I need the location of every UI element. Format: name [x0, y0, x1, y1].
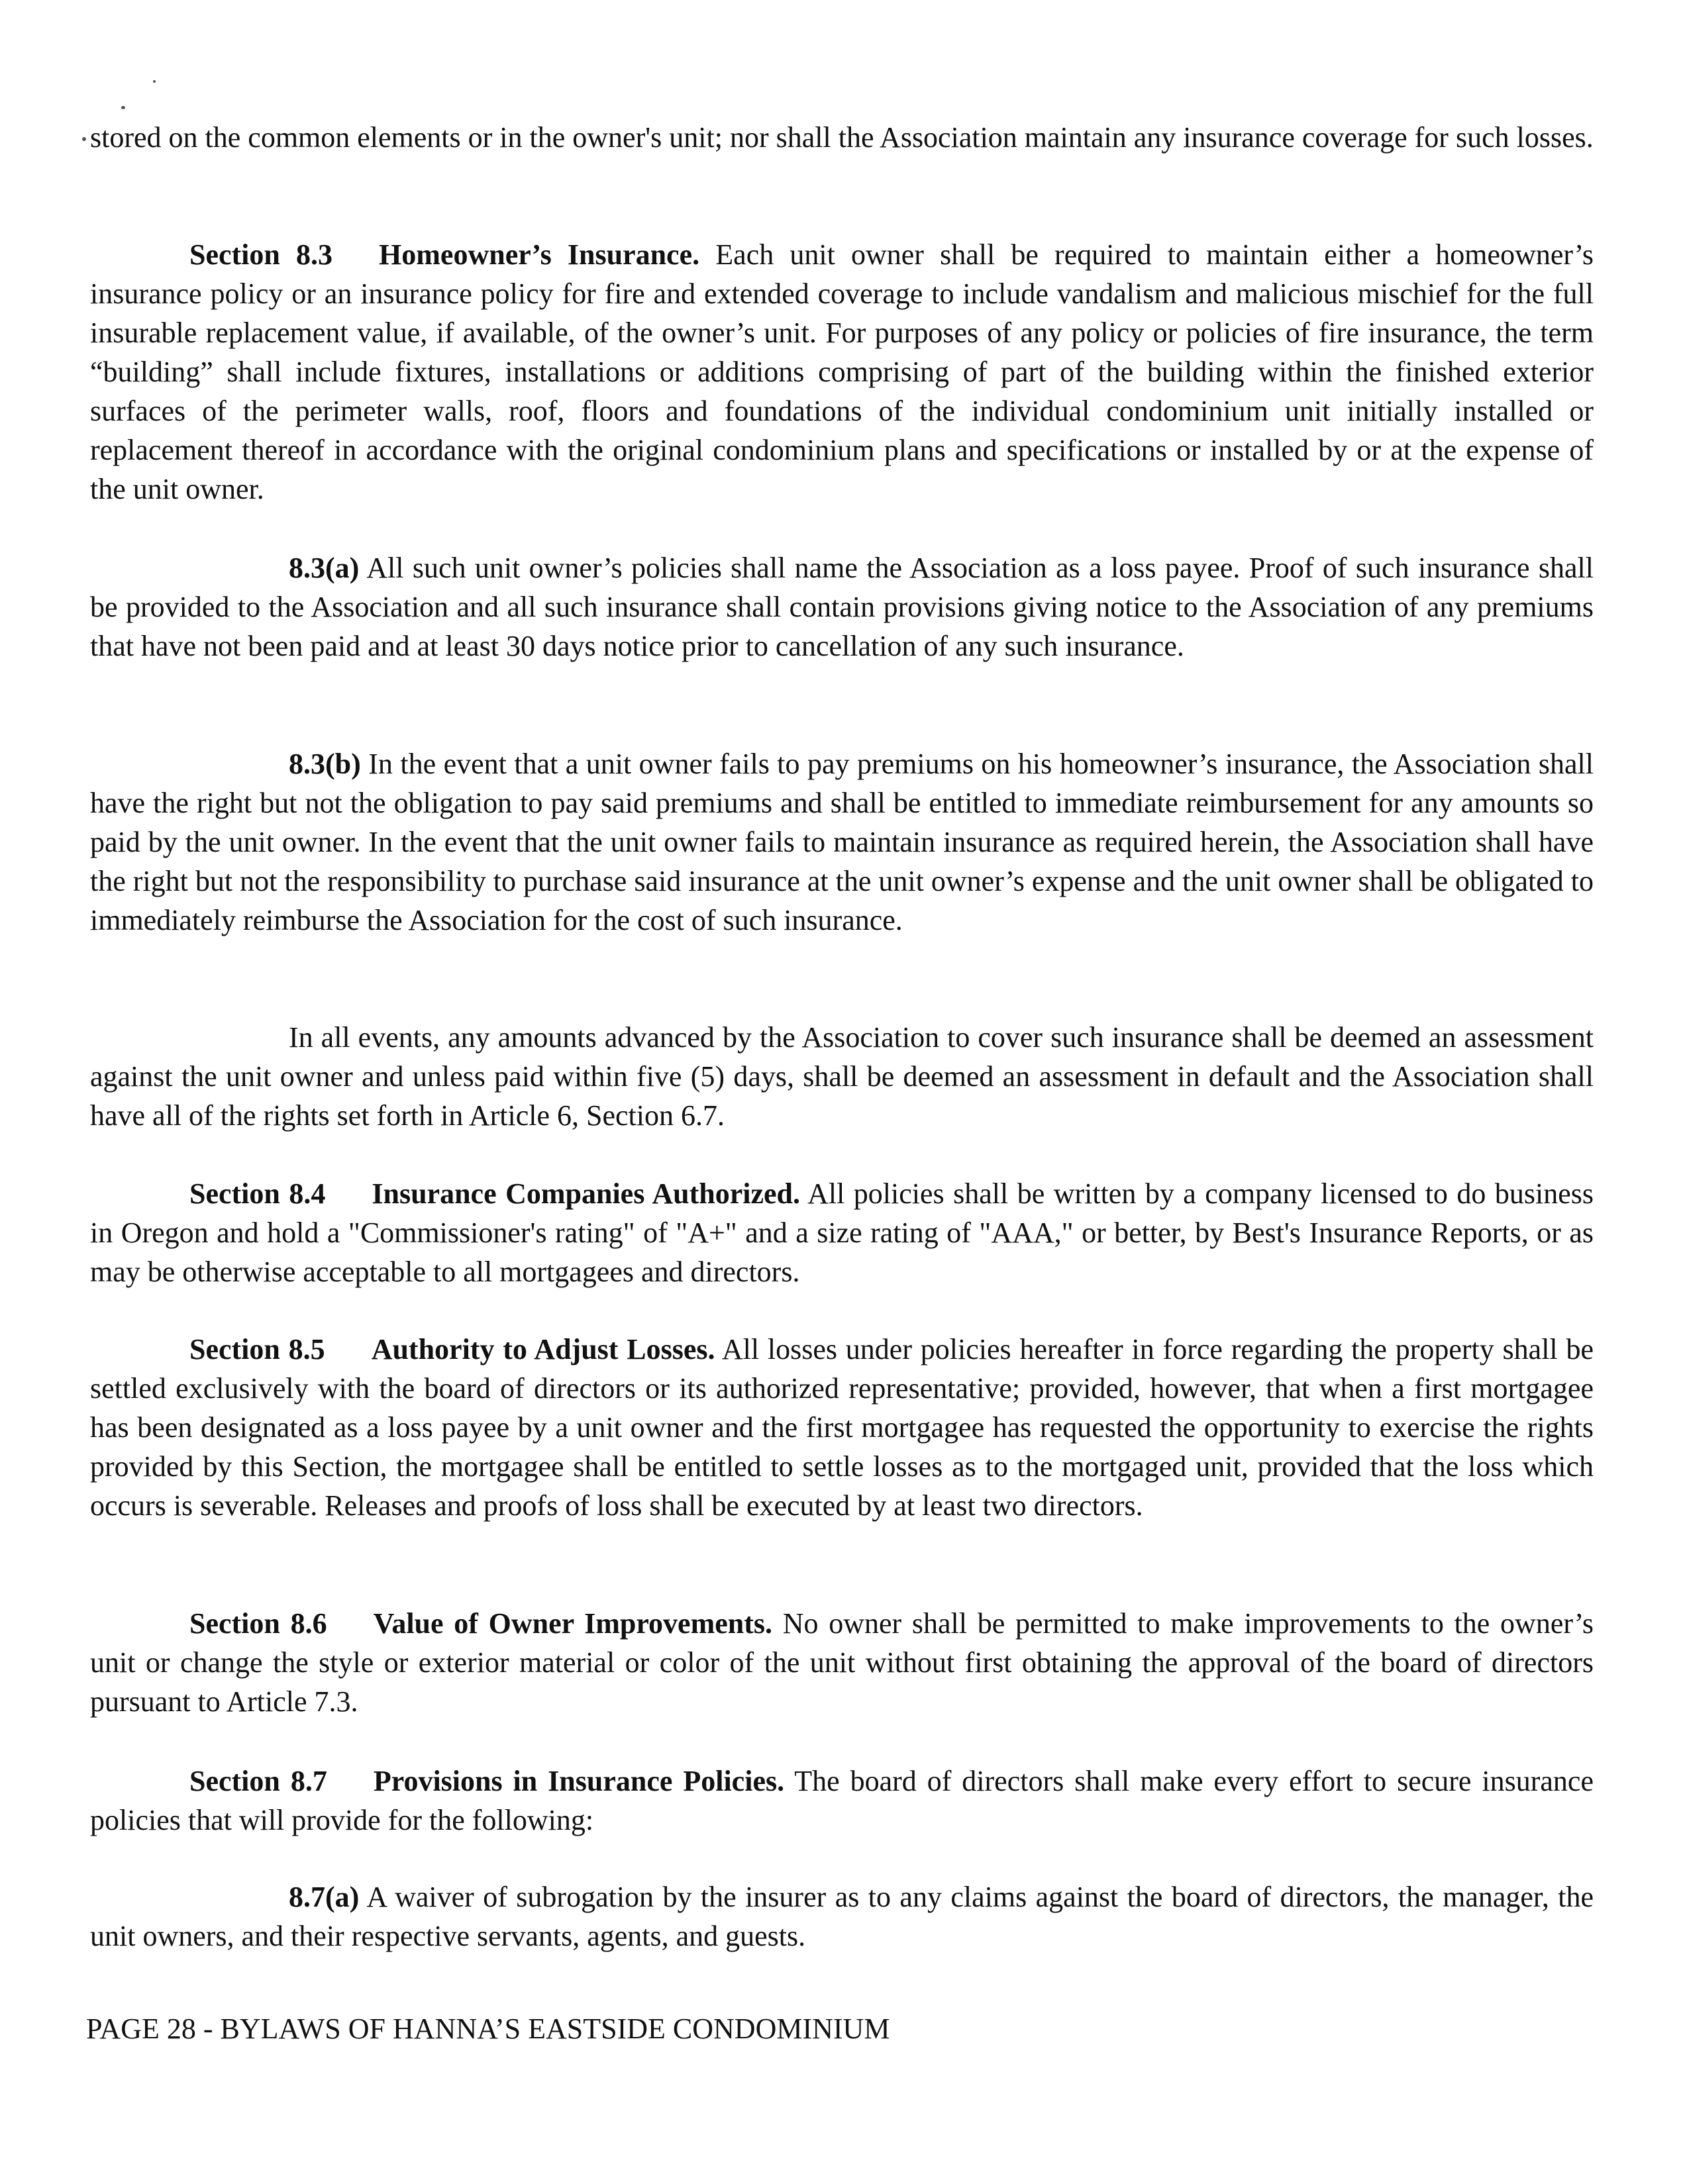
- page-footer: PAGE 28 - BYLAWS OF HANNA’S EASTSIDE CONDOMINIUM: [86, 2012, 890, 2045]
- section-heading: Authority to Adjust Losses.: [371, 1333, 715, 1365]
- section-8-3: [90, 235, 1594, 509]
- subsection-8-7a: [90, 1877, 1594, 1956]
- section-8-7: [90, 1762, 1594, 1840]
- all-events-paragraph: In all events, any amounts advanced by the Association to cover such insurance shall be deemed an assessment against the unit owner and unless paid within five (5) days, shall be deemed an assessment in default and the Association shall have all of the rights set forth in Article 6, Section 6.7.: [90, 1021, 1594, 1132]
- scan-speck: [121, 106, 125, 109]
- subsection-body: In the event that a unit owner fails to pay premiums on his homeowner’s insurance, the Association shall have the right but not the obligation to pay said premiums and shall be entitled to immediate reimbursement for any amounts so paid by the unit owner. In the event that the unit owner fails to maintain insurance as required herein, the Association shall have the right but not the responsibility to purchase said insurance at the unit owner’s expense and the unit owner shall be obligated to immediately reimburse the Association for the cost of such insurance.: [90, 748, 1594, 936]
- carryover-paragraph: stored on the common elements or in the owner's unit; nor shall the Association maintain any insurance coverage for such losses.: [90, 121, 1594, 154]
- subsection-8-3b: [90, 744, 1594, 940]
- section-body: All losses under policies hereafter in force regarding the property shall be settled exclusively with the board of directors or its authorized representative; provided, however, that when a first mortgagee has been designated as a loss payee by a unit owner and the first mortgagee has requested the opportunity to exercise the rights provided by this Section, the mortgagee shall be entitled to settle losses as to the mortgaged unit, provided that the loss which occurs is severable. Releases and proofs of loss shall be executed by at least two directors.: [90, 1333, 1594, 1522]
- section-number: Section 8.3: [189, 238, 333, 271]
- section-body: The board of directors shall make every effort to secure insurance policies that will provide for the following:: [90, 1765, 1594, 1836]
- subsection-label: 8.3(a): [289, 552, 360, 584]
- section-body: All policies shall be written by a company licensed to do business in Oregon and hold a "Commissioner's rating" of "A+" and a size rating of "AAA," or better, by Best's Insurance Reports, or as may be otherwise acceptable to all mortgagees and directors.: [90, 1177, 1594, 1288]
- section-heading: Value of Owner Improvements.: [373, 1607, 773, 1640]
- scan-speck: [82, 137, 86, 141]
- section-8-6: [90, 1604, 1594, 1721]
- section-heading: Homeowner’s Insurance.: [379, 238, 700, 271]
- subsection-8-3a: [90, 548, 1594, 666]
- section-body: No owner shall be permitted to make improvements to the owner’s unit or change the style or exterior material or color of the unit without first obtaining the approval of the board of directors pursuant to Article 7.3.: [90, 1607, 1594, 1718]
- section-8-5: [90, 1330, 1594, 1525]
- section-number: Section 8.4: [189, 1177, 326, 1210]
- section-heading: Insurance Companies Authorized.: [372, 1177, 801, 1210]
- subsection-label: 8.7(a): [289, 1881, 360, 1913]
- scan-speck: [153, 80, 156, 83]
- section-number: Section 8.7: [189, 1765, 327, 1797]
- subsection-body: All such unit owner’s policies shall name the Association as a loss payee. Proof of such insurance shall be provided to the Association and all such insurance shall contain provisions giving notice to the Association of any premiums that have not been paid and at least 30 days notice prior to cancellation of any such insurance.: [90, 552, 1594, 662]
- section-heading: Provisions in Insurance Policies.: [373, 1765, 785, 1797]
- subsection-body: A waiver of subrogation by the insurer as to any claims against the board of directors, the manager, the unit owners, and their respective servants, agents, and guests.: [90, 1881, 1594, 1952]
- section-number: Section 8.5: [189, 1333, 325, 1365]
- section-8-4: [90, 1174, 1594, 1291]
- subsection-label: 8.3(b): [289, 748, 361, 780]
- section-body: Each unit owner shall be required to maintain either a homeowner’s insurance policy or an insurance policy for fire and extended coverage to include vandalism and malicious mischief for the full insurable replacement value, if available, of the owner’s unit. For purposes of any policy or policies of fire insurance, the term “building” shall include fixtures, installations or additions comprising of part of the building within the finished exterior surfaces of the perimeter walls, roof, floors and foundations of the individual condominium unit initially installed or replacement thereof in accordance with the original condominium plans and specifications or installed by or at the expense of the unit owner.: [90, 238, 1594, 505]
- section-number: Section 8.6: [189, 1607, 327, 1640]
